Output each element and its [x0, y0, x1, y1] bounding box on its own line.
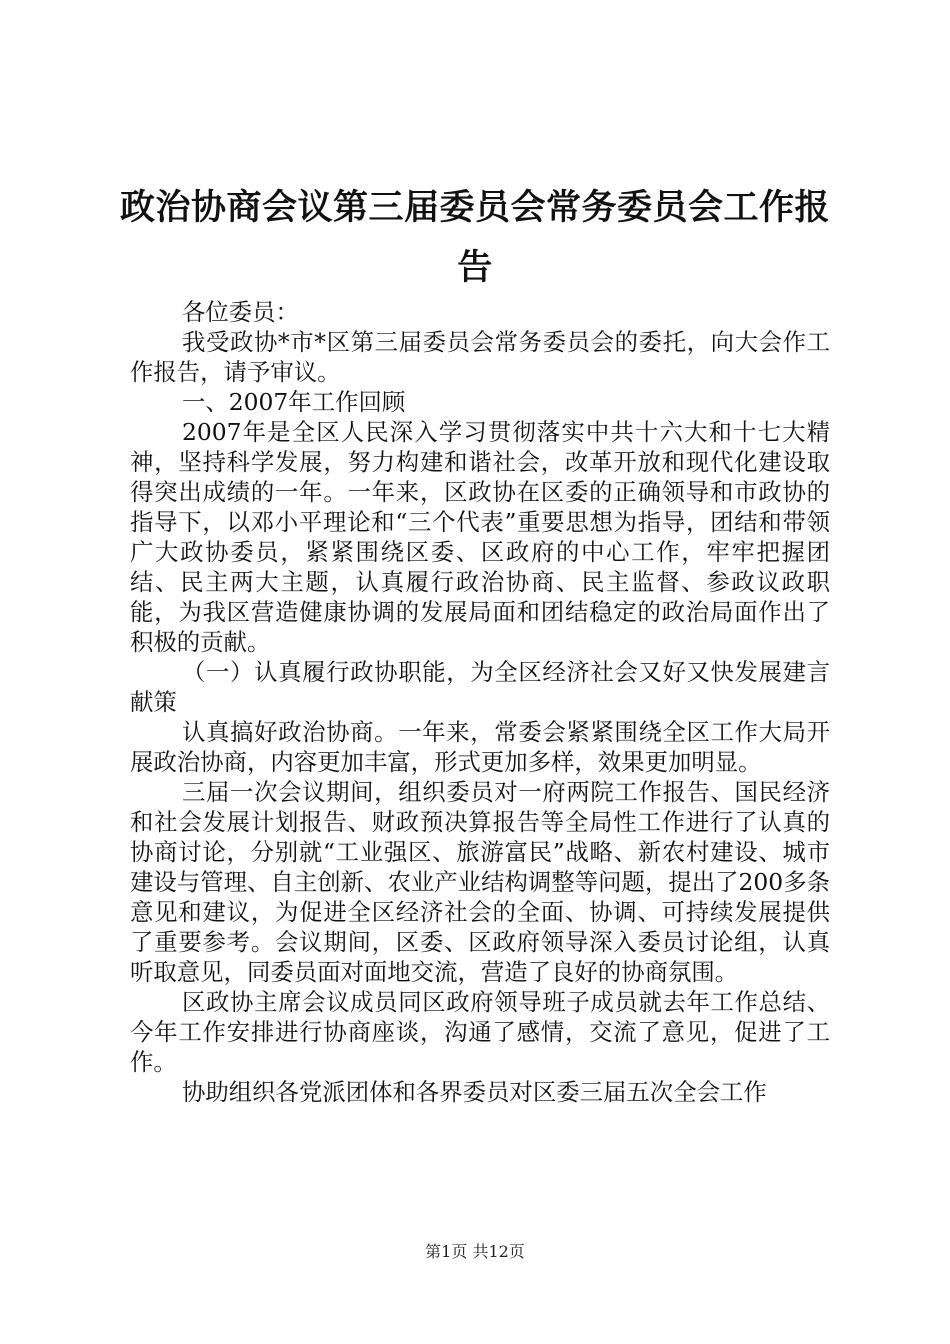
- document-title: 政治协商会议第三届委员会常务委员会工作报告: [119, 188, 830, 288]
- paragraph-chair-meeting: 区政协主席会议成员同区政府领导班子成员就去年工作总结、今年工作安排进行协商座谈，沟通了感情，交流了意见，促进了工作。: [130, 988, 830, 1076]
- document-body: [130, 297, 830, 1107]
- paragraph-session: 三届一次会议期间，组织委员对一府两院工作报告、国民经济和社会发展计划报告、财政预决算报告等全局性工作进行了认真的协商讨论，分别就“工业强区、旅游富民”战略、新农村建设、城市建设与管理、自主创新、农业产业结构调整等问题，提出了200多条意见和建议，为促进全区经济社会的全面、协调、可持续发展提供了重要参考。会议期间，区委、区政府领导深入委员讨论组，认真听取意见，同委员面对面地交流，营造了良好的协商氛围。: [130, 778, 830, 986]
- paragraph-organize: 协助组织各党派团体和各界委员对区委三届五次全会工作: [182, 1078, 767, 1106]
- section-heading-review: 一、2007年工作回顾: [182, 388, 406, 416]
- paragraph-intro: 我受政协*市*区第三届委员会常务委员会的委托，向大会作工作报告，请予审议。: [130, 328, 830, 386]
- paragraph-salutation: 各位委员：: [182, 298, 299, 326]
- page-number: 第1页 共12页: [425, 1242, 525, 1261]
- subsection-heading-duties: （一）认真履行政协职能，为全区经济社会又好又快发展建言献策: [130, 658, 830, 716]
- paragraph-consultation: 认真搞好政治协商。一年来，常委会紧紧围绕全区工作大局开展政治协商，内容更加丰富，形式更加多样，效果更加明显。: [130, 718, 830, 776]
- paragraph-overview: 2007年是全区人民深入学习贯彻落实中共十六大和十七大精神，坚持科学发展，努力构建和谐社会，改革开放和现代化建设取得突出成绩的一年。一年来，区政协在区委的正确领导和市政协的指导下，以邓小平理论和“三个代表”重要思想为指导，团结和带领广大政协委员，紧紧围绕区委、区政府的中心工作，牢牢把握团结、民主两大主题，认真履行政治协商、民主监督、参政议政职能，为我区营造健康协调的发展局面和团结稳定的政治局面作出了积极的贡献。: [130, 418, 830, 656]
